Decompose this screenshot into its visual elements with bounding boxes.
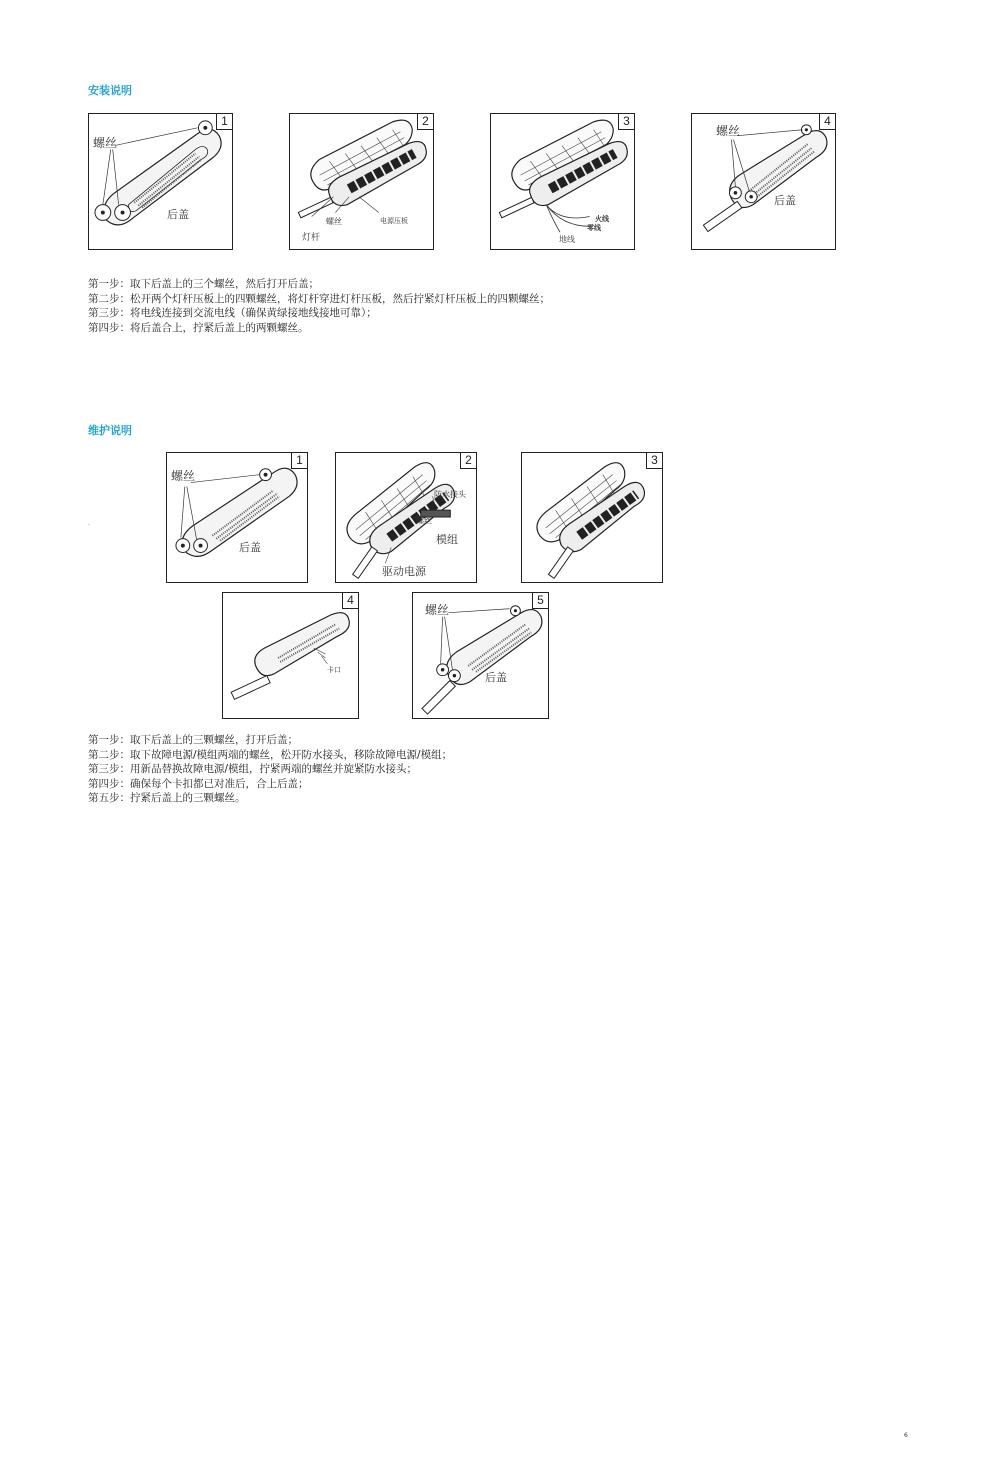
lamp-clip-drawing (223, 593, 358, 718)
lamp-wiring-drawing (491, 114, 634, 249)
label-screw: 螺丝 (425, 603, 450, 617)
label-neutral-wire: 零线 (587, 223, 601, 232)
label-live-wire: 火线 (595, 214, 609, 223)
label-back-cover: 后盖 (239, 541, 261, 554)
label-lamp-pole: 灯杆 (302, 233, 321, 243)
label-back-cover: 后盖 (774, 194, 796, 207)
label-screw: 螺丝 (93, 136, 118, 150)
maintain-step-2: 第二步：取下故障电源/模组两端的螺丝，松开防水接头，移除故障电源/模组； (88, 748, 453, 761)
label-screw: 螺丝 (416, 516, 432, 525)
maintain-figure-5 (412, 592, 549, 719)
page-number: 6 (904, 1432, 908, 1439)
label-screw: 螺丝 (716, 124, 741, 138)
install-figure-1 (88, 113, 233, 250)
install-step-1: 第一步：取下后盖上的三个螺丝，然后打开后盖； (88, 278, 319, 290)
maintain-figure-4 (222, 592, 359, 719)
install-step-3: 第三步：将电线连接到交流电线（确保黄绿接地线接地可靠）； (88, 307, 377, 319)
lamp-open-drawing (290, 114, 433, 249)
install-figure-3 (490, 113, 635, 250)
install-figure-4 (691, 113, 836, 250)
label-screw: 螺丝 (171, 469, 196, 483)
label-back-cover: 后盖 (485, 671, 507, 684)
install-steps (88, 277, 550, 335)
install-step-4: 第四步：将后盖合上，拧紧后盖上的两颗螺丝。 (88, 321, 309, 334)
label-screw: 螺丝 (326, 217, 342, 226)
figure-number: 5 (532, 592, 549, 609)
figure-number: 2 (417, 113, 434, 130)
maintain-steps (88, 733, 452, 806)
label-driver-power: 驱动电源 (382, 565, 426, 578)
figure-number: 3 (646, 452, 663, 469)
maintain-figure-3 (521, 452, 663, 583)
stray-mark: . (88, 520, 90, 527)
label-ground-wire: 地线 (559, 235, 575, 244)
maintain-figure-1 (166, 452, 308, 583)
figure-number: 4 (819, 113, 836, 130)
install-step-2: 第二步：松开两个灯杆压板上的四颗螺丝，将灯杆穿进灯杆压板，然后拧紧灯杆压板上的四颗螺丝； (88, 292, 550, 305)
maintain-step-1: 第一步：取下后盖上的三颗螺丝，打开后盖； (88, 734, 298, 746)
figure-number: 1 (291, 452, 308, 469)
label-clip: 卡口 (327, 666, 341, 674)
maintain-figure-2 (335, 452, 477, 583)
install-heading: 安装说明 (88, 84, 132, 97)
label-waterproof-connector: 防水接头 (434, 490, 466, 499)
maintain-heading: 维护说明 (88, 424, 132, 437)
label-module: 模组 (436, 533, 458, 546)
label-back-cover: 后盖 (167, 208, 189, 221)
figure-number: 1 (216, 113, 233, 130)
label-power-clamp: 电源压板 (380, 217, 408, 225)
figure-number: 4 (342, 592, 359, 609)
lamp-open-drawing (522, 453, 662, 582)
install-figure-2 (289, 113, 434, 250)
maintain-step-4: 第四步：确保每个卡扣都已对准后，合上后盖； (88, 777, 309, 790)
maintain-step-3: 第三步：用新品替换故障电源/模组，拧紧两端的螺丝并旋紧防水接头； (88, 763, 418, 775)
figure-number: 3 (618, 113, 635, 130)
figure-number: 2 (460, 452, 477, 469)
lamp-cover-closed-drawing (692, 114, 835, 249)
maintain-step-5: 第五步：拧紧后盖上的三颗螺丝。 (88, 792, 246, 804)
